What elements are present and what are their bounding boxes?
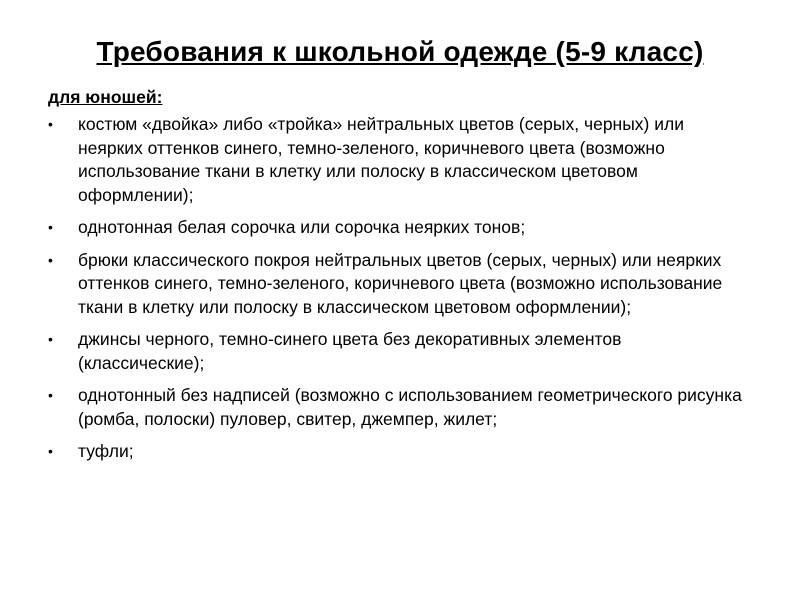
- list-item-text: туфли;: [78, 441, 134, 461]
- requirements-list: [48, 113, 748, 473]
- list-item: [48, 384, 748, 431]
- list-item: [48, 113, 748, 207]
- bullet-icon: •: [48, 251, 53, 268]
- bullet-icon: •: [48, 443, 53, 459]
- list-item: [48, 440, 748, 464]
- section-subheading: для юношей:: [48, 87, 163, 107]
- list-item: [48, 249, 748, 320]
- list-item: [48, 216, 748, 240]
- bullet-icon: •: [48, 331, 53, 347]
- bullet-icon: •: [48, 387, 53, 403]
- list-item-text: джинсы черного, темно-синего цвета без декоративных элементов (классические);: [78, 329, 622, 373]
- list-item-text: однотонная белая сорочка или сорочка неярких тонов;: [78, 217, 526, 237]
- list-item-text: однотонный без надписей (возможно с использованием геометрического рисунка (ромба, полоски) пуловер, свитер, джемпер, жилет;: [78, 385, 742, 429]
- slide-title: Требования к школьной одежде (5-9 класс): [96, 36, 704, 67]
- list-item-text: костюм «двойка» либо «тройка» нейтральных цветов (серых, черных) или неярких оттенков синего, темно-зеленого, коричневого цвета (возможно использование ткани в клетку или полоску в классическом цветовом оформлении);: [78, 114, 684, 205]
- bullet-icon: •: [48, 219, 53, 235]
- bullet-icon: •: [48, 116, 53, 132]
- list-item: [48, 328, 748, 375]
- list-item-text: брюки классического покроя нейтральных цветов (серых, черных) или неярких оттенков синего, темно-зеленого, коричневого цвета (возможно использование ткани в клетку или полоску в классическом цветовом оформлении);: [78, 249, 723, 317]
